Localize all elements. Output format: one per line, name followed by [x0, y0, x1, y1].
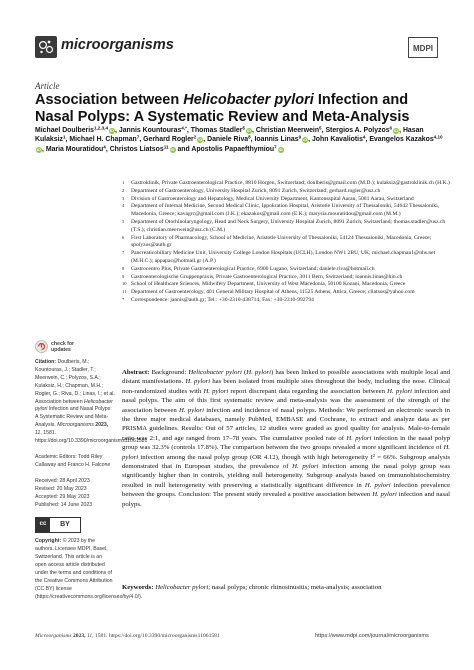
svg-text:MDPI: MDPI [413, 44, 433, 53]
affiliation-text: Department of Internal Medicine, Second Medical Clinic, Ippokration Hospital, Aristotle University of Thessaloniki, 54642 Thessaloniki, Macedonia, Greece; kavagrc@gmail.com (J.K.); ekazakos@gmail.com (E.K.); marysia.mouratidou@gmail.com (M.M.) [131, 203, 440, 218]
footer-citation: Microorganisms 2023, 11, 1581. https://doi.org/10.3390/microorganisms11061581 [35, 633, 220, 639]
author-affiliation-marker: 6 [389, 125, 393, 131]
affiliation-text: School of Healthcare Sciences, Midwifery Department, University of West Macedonia, 50100 Kozani, Macedonia, Greece [131, 281, 406, 288]
side-panel [35, 340, 148, 610]
article-type: Article [35, 81, 60, 91]
author-name: Thomas Stadler [190, 127, 243, 134]
author-affiliation-marker: 5 [319, 125, 322, 131]
orcid-icon[interactable]: iD [198, 137, 203, 143]
author-affiliation-marker: 4,10 [433, 134, 443, 140]
affiliation-item [122, 281, 450, 289]
affiliation-text: Gastroklinik, Private Gastroenterological Practice, 8810 Horgen, Switzerland; doulberis@gmail.com (M.D.); kulaksiz@gastroklinik.ch (H.K.) [131, 180, 450, 186]
orcid-icon[interactable]: iD [247, 128, 252, 133]
affiliation-number: * [122, 296, 125, 302]
page-title: Association between Helicobacter pylori Infection and Nasal Polyps: A Systematic Review and Meta-Analysis [35, 92, 410, 125]
affiliation-number: 4 [122, 203, 125, 209]
affiliation-text: Correspondence: jannis@auth.gr; Tel.: +30-2310-438714; Fax: +30-2310-992794 [131, 296, 314, 303]
updates-line2: updates [51, 346, 71, 353]
academic-editors: Academic Editors: Todd Riley Callaway and Franco H. Falcone [35, 453, 111, 468]
orcid-icon[interactable]: iD [170, 146, 175, 152]
affiliation-text: Pancreaticobiliary Medicine Unit, University College London Hospitals (UCLH), London NW1 2BU, UK; michael.chapman1@nhs.net (M.H.C.); appapac@hotmail.gr (A.P.) [131, 250, 436, 264]
accepted-date: Accepted: 29 May 2023 [35, 493, 90, 500]
affiliation-list [122, 180, 450, 305]
journal-name: microorganisms [61, 37, 174, 53]
orcid-icon[interactable]: iD [110, 128, 115, 133]
affiliation-text: Division of Gastroenterology and Hepatology, Medical University Department, Kantonsspital Aarau, 5001 Aarau, Switzerland [131, 195, 414, 202]
author-name: Christian Meerwein [255, 127, 320, 134]
affiliation-number: 5 [122, 218, 125, 224]
received-date: Received: 28 April 2023 [35, 477, 90, 484]
author-affiliation-marker: 7 [274, 144, 277, 150]
updates-line1: check for [51, 340, 75, 347]
affiliation-item [122, 250, 450, 266]
by-icon: BY [60, 521, 70, 529]
affiliation-text: Department of Gastroenterology, University Hospital Zurich, 8091 Zurich, Switzerland; gerhard.rogler@usz.ch [131, 187, 381, 194]
copyright-notice: Copyright: © 2023 by the authors. Licensee MDPI, Basel, Switzerland. This article is an open access article distributed under the terms and conditions of the Creative Commons Attribution (CC BY) license (https://creativecommons.org/licenses/by/4.0/). [35, 538, 143, 600]
affiliation-item [122, 203, 450, 219]
author-affiliation-marker: 7 [136, 134, 140, 140]
orcid-icon[interactable]: iD [394, 128, 399, 133]
refresh-icon [35, 340, 48, 353]
author-name: Stergios A. Polyzos [325, 127, 390, 134]
affiliation-text: First Laboratory of Pharmacology, School of Medicine, Aristotle University of Thessaloniki, 54124 Thessaloniki, Macedonia, Greece; spolyzos@auth.gr [131, 234, 432, 249]
author-name: Gerhard Rogler [143, 136, 194, 144]
affiliation-item [122, 297, 450, 305]
mdpi-logo-icon [408, 37, 438, 58]
affiliation-item [122, 235, 450, 251]
author-name: Michael H. Chapman [69, 136, 137, 144]
journal-logo-icon [35, 36, 57, 58]
published-date: Published: 14 June 2023 [35, 501, 93, 508]
author-name: Hasan Kulaksiz [35, 127, 424, 144]
author-affiliation-marker: 8 [248, 134, 251, 140]
orcid-icon[interactable]: iD [37, 146, 41, 152]
author-list: Michael Doulberis$^{1,2,3,4}$ iD, Jannis Kountouras$^{4,*}$, Thomas Stadler$^5$ iD, Christian Meerwein$^5$, Stergios A. Polyzos$^6$ iD, Hasan Kulaksiz$^1$, Michael H. Chapman$^7$, Gerhard Rogler$^2$ iD, Daniele Riva$^8$, Ioannis Linas$^9$ iD, John Kavaliotis$^4$, Evangelos Kazakos$^{4,10}$iD, Maria Mouratidou$^4$, Christos Liatsos$^{11}$ iD and Apostolis Papaefthymiou$^7$ iD [35, 125, 443, 153]
affiliation-item [122, 180, 450, 188]
check-for-updates-button[interactable] [35, 340, 115, 353]
affiliation-number: 1 [122, 180, 125, 185]
affiliation-number: 7 [122, 250, 125, 256]
affiliation-item [122, 289, 450, 297]
author-name: Evangelos Kazakos [369, 136, 434, 144]
author-name: Maria Mouratidou [45, 145, 104, 153]
orcid-icon[interactable]: iD [278, 146, 283, 152]
affiliation-text: Department of Otorhinolaryngology, Head and Neck Surgery, University Hospital Zurich, 8091 Zurich, Switzerland; thomas.stadler@usz.ch (T.S.); christian.meerwein@usz.ch (C.M.) [131, 218, 446, 233]
affiliation-item [122, 188, 450, 196]
cc-icon: cc [36, 518, 50, 532]
author-affiliation-marker: 11 [163, 144, 169, 150]
affiliation-number: 2 [122, 187, 125, 193]
author-affiliation-marker: 1 [62, 134, 66, 140]
revised-date: Revised: 20 May 2023 [35, 485, 87, 492]
keywords: Keywords: Helicobacter pylori; nasal polyps; chronic rhinosinusitis; meta-analysis; association [122, 584, 382, 591]
author-name: Apostolis Papaefthymiou [191, 145, 275, 153]
author-affiliation-marker: 9 [298, 134, 302, 140]
affiliation-number: 11 [122, 289, 127, 295]
author-name: John Kavaliotis [311, 136, 363, 144]
author-name: Daniele Riva [207, 136, 249, 144]
affiliation-item [122, 266, 450, 274]
affiliation-number: 6 [122, 234, 125, 240]
author-name: Jannis Kountouras [118, 127, 182, 134]
author-affiliation-marker: 4 [103, 144, 106, 150]
citation: Citation: Doulberis, M.; Kountouras, J.; Stadler, T.; Meerwein, C.; Polyzos, S.A.; Kulaksiz, H.; Chapman, M.H.; Rogler, G.; Riva, D.; Linas, I.; et al. Association between Helicobacter pylori Infection and Nasal Polyps: A Systematic Review and Meta-Analysis. Microorganisms 2023, 11, 1581. https://doi.org/10.3390/microorganisms11061581 [35, 359, 148, 445]
cc-license-badge[interactable] [35, 517, 81, 533]
orcid-icon[interactable]: iD [303, 137, 308, 143]
dates [35, 478, 115, 510]
author-affiliation-marker: 4,* [181, 125, 187, 131]
author-name: Christos Liatsos [109, 145, 164, 153]
author-name: Ioannis Linas [254, 136, 299, 144]
affiliation-text: Gastrocentro Plus, Private Gastroenterological Practice, 6900 Lugano, Switzerland; daniele.riva@hotmail.ch [131, 265, 375, 272]
affiliation-number: 8 [122, 265, 125, 271]
affiliation-text: Gastroenterologische Gruppenpraxis, Private Gastroenterological Practice, 3011 Bern, Switzerland; ioannis.linas@hin.ch [131, 273, 403, 280]
author-affiliation-marker: 4 [362, 134, 366, 140]
affiliation-item [122, 219, 450, 235]
author-affiliation-marker: 1,2,3,4 [93, 125, 109, 131]
author-name: Michael Doulberis [35, 127, 94, 134]
author-affiliation-marker: 2 [193, 134, 197, 140]
affiliation-number: 3 [122, 195, 125, 201]
affiliation-number: 10 [122, 281, 127, 287]
abstract: Abstract: Background: Helicobacter pylori (H. pylori) has been linked to possible associations with multiple local and distant manifestations. H. pylori has been isolated from multiple sites throughout the body, including the nose. Clinical non-randomized studies with H. pylori report discrepant data regarding the association between H. pylori infection and nasal polyps. The aim of this first systematic review and meta-analysis was the assessment of the strength of the association between H. pylori infection and incidence of nasal polyps. Methods: We performed an electronic search in the three major medical databases, namely PubMed, EMBASE and Cochrane, to extract and analyze data as per PRISMA guidelines. Results: Out of 57 articles, 12 studies were graded as good quality for analysis. Male-to-female ratio was 2:1, and age ranged from 17–78 years. The cumulative pooled rate of H. pylori infection in the nasal polyp group was 32.3% (controls 17.8%). The comparison between the two groups revealed a more significant incidence of H. pylori infection among the nasal polyp group (OR 4.12), though with high heterogeneity I² = 66%. Subgroup analysis demonstrated that in European studies, the prevalence of H. pylori infection among the nasal polyp group was significantly higher than in controls, yielding null heterogeneity. Subgroup analysis based on immunohistochemistry resulted in null heterogeneity with preserving a statistically significant difference in H. pylori infection prevalence between the groups. Conclusion: The present study revealed a positive association between H. pylori infection and nasal polyps. [122, 369, 451, 508]
affiliation-number: 9 [122, 273, 125, 279]
author-affiliation-marker: 5 [242, 125, 246, 131]
journal-url-link[interactable]: https://www.mdpi.com/journal/microorganisms [315, 633, 429, 639]
affiliation-text: Department of Gastroenterology, 401 General Military Hospital of Athens, 11525 Athens, Attica, Greece; cliatsos@yahoo.com [131, 289, 415, 296]
